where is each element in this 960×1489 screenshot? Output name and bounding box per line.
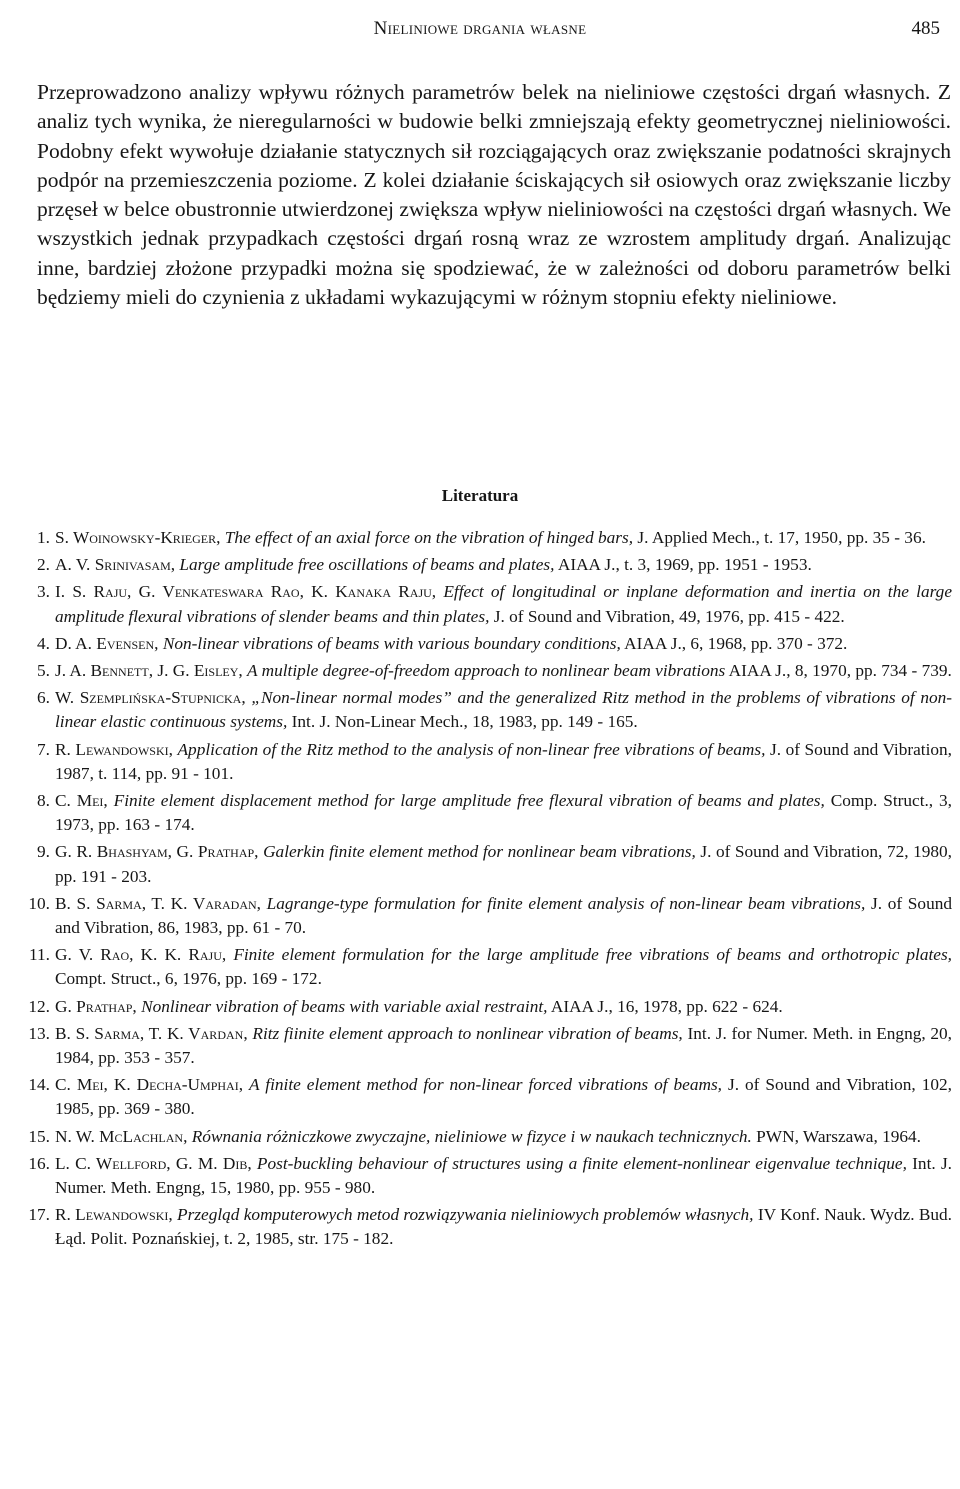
reference-number: 11.	[29, 945, 50, 965]
reference-details: Comp. Struct., 3, 1973, pp. 163 - 174.	[55, 791, 952, 835]
reference-details: Int. J. Numer. Meth. Engng, 15, 1980, pp. 955 - 980.	[55, 1153, 952, 1198]
reference-title: Non-linear vibrations of beams with various boundary conditions,	[162, 633, 621, 653]
reference-title: „Non-linear normal modes” and the generalized Ritz method in the problems of vibrations of non-linear elastic continuous systems,	[55, 688, 952, 732]
reference-details: AIAA J., 8, 1970, pp. 734 - 739.	[728, 661, 952, 681]
reference-details: J. of Sound and Vibration, 102, 1985, pp. 369 - 380.	[55, 1075, 952, 1119]
reference-authors: L. C. Wellford, G. M. Dib,	[55, 1153, 252, 1173]
body-text	[37, 78, 951, 312]
reference-details: AIAA J., t. 3, 1969, pp. 1951 - 1953.	[557, 555, 812, 575]
reference-authors: G. Prathap,	[55, 996, 137, 1016]
reference-item	[22, 892, 952, 940]
reference-details: J. of Sound and Vibration, 1987, t. 114, pp. 91 - 101.	[55, 739, 952, 783]
reference-item	[22, 943, 952, 991]
reference-title: Nonlinear vibration of beams with variable axial restraint,	[141, 996, 548, 1016]
reference-item	[22, 789, 952, 837]
reference-title: Post-buckling behaviour of structures using a finite element-nonlinear eigenvalue technique,	[256, 1153, 907, 1173]
reference-title: The effect of an axial force on the vibration of hinged bars,	[224, 528, 634, 547]
reference-authors: C. Mei, K. Decha-Umphai,	[55, 1075, 244, 1095]
reference-details: J. of Sound and Vibration, 86, 1983, pp. 61 - 70.	[55, 893, 952, 938]
reference-details: J. of Sound and Vibration, 49, 1976, pp. 415 - 422.	[493, 606, 845, 626]
reference-item	[22, 1152, 952, 1200]
reference-number: 12.	[28, 996, 50, 1016]
reference-title: Ritz fiinite element approach to nonlinear vibration of beams,	[252, 1023, 683, 1043]
reference-authors: D. A. Evensen,	[55, 633, 159, 653]
reference-item	[22, 526, 952, 550]
reference-authors: G. V. Rao, K. K. Raju,	[55, 945, 227, 965]
reference-item	[22, 1203, 952, 1251]
reference-title: Large amplitude free oscillations of beams and plates,	[179, 555, 555, 575]
reference-authors: C. Mei,	[55, 791, 108, 811]
reference-authors: S. Woinowsky-Krieger,	[55, 528, 221, 547]
reference-number: 17.	[28, 1205, 50, 1225]
reference-authors: N. W. McLachlan,	[55, 1126, 188, 1146]
page-header	[0, 18, 960, 48]
reference-number: 7.	[37, 739, 50, 759]
reference-number: 16.	[28, 1153, 50, 1173]
reference-authors: A. V. Srinivasam,	[55, 555, 176, 575]
reference-number: 4.	[37, 633, 50, 653]
running-title: Nieliniowe drgania własne	[373, 18, 587, 39]
reference-details: Int. J. Non-Linear Mech., 18, 1983, pp. 149 - 165.	[291, 712, 638, 732]
reference-title: Application of the Ritz method to the analysis of non-linear free vibrations of beams,	[177, 739, 766, 759]
reference-item	[22, 1125, 952, 1149]
reference-details: PWN, Warszawa, 1964.	[756, 1126, 921, 1146]
reference-details: Int. J. for Numer. Meth. in Engng, 20, 1984, pp. 353 - 357.	[55, 1023, 953, 1068]
reference-item	[22, 580, 952, 628]
reference-details: AIAA J., 6, 1968, pp. 370 - 372.	[624, 633, 848, 653]
reference-authors: I. S. Raju, G. Venkateswara Rao, K. Kanaka Raju,	[55, 582, 437, 602]
reference-details: J. of Sound and Vibration, 72, 1980, pp. 191 - 203.	[55, 842, 952, 886]
reference-number: 9.	[37, 842, 50, 862]
reference-authors: J. A. Bennett, J. G. Eisley,	[55, 661, 243, 681]
reference-item	[22, 553, 952, 577]
reference-number: 14.	[28, 1075, 50, 1095]
section-title: Literatura	[441, 486, 519, 505]
reference-title: Galerkin finite element method for nonlinear beam vibrations,	[263, 842, 696, 862]
reference-authors: W. Szemplińska-Stupnicka,	[55, 688, 246, 708]
reference-details: AIAA J., 16, 1978, pp. 622 - 624.	[550, 996, 783, 1016]
reference-title: Finite element formulation for the large amplitude free vibrations of beams and orthotropic plates,	[233, 945, 952, 965]
reference-item	[22, 1022, 952, 1070]
reference-item	[22, 632, 952, 656]
reference-title: Równania różniczkowe zwyczajne, nieliniowe w fizyce i w naukach technicznych.	[191, 1126, 752, 1146]
reference-title: A multiple degree-of-freedom approach to nonlinear beam vibrations	[247, 661, 726, 681]
reference-number: 5.	[37, 661, 50, 681]
reference-item	[22, 1073, 952, 1121]
reference-number: 2.	[37, 555, 50, 575]
reference-authors: G. R. Bhashyam, G. Prathap,	[55, 842, 259, 862]
reference-number: 8.	[37, 791, 50, 811]
reference-item	[22, 840, 952, 888]
reference-details: IV Konf. Nauk. Wydz. Bud. Łąd. Polit. Poznańskiej, t. 2, 1985, str. 175 - 182.	[55, 1205, 952, 1249]
reference-details: J. Applied Mech., t. 17, 1950, pp. 35 - 36.	[637, 528, 926, 547]
reference-number: 6.	[37, 688, 50, 708]
reference-title: Effect of longitudinal or inplane deformation and inertia on the large amplitude flexural vibrations of slender beams and thin plates,	[55, 582, 952, 626]
reference-item	[22, 995, 952, 1019]
reference-number: 13.	[28, 1023, 50, 1043]
reference-authors: R. Lewandowski,	[55, 739, 173, 759]
reference-number: 10.	[28, 893, 50, 913]
page-number: 485	[911, 18, 940, 39]
reference-authors: B. S. Sarma, T. K. Vardan,	[55, 1023, 248, 1043]
reference-title: Przegląd komputerowych metod rozwiązywania nieliniowych problemów własnych,	[177, 1205, 754, 1225]
reference-title: Finite element displacement method for large amplitude free flexural vibration of beams and plates,	[113, 791, 825, 811]
reference-list	[22, 526, 952, 1255]
reference-title: A finite element method for non-linear forced vibrations of beams,	[249, 1075, 722, 1095]
reference-item	[22, 686, 952, 734]
reference-number: 3.	[37, 582, 50, 602]
reference-details: Compt. Struct., 6, 1976, pp. 169 - 172.	[55, 969, 322, 989]
reference-item	[22, 659, 952, 683]
body-paragraph: Przeprowadzono analizy wpływu różnych parametrów belek na nieliniowe częstości drgań własnych. Z analiz tych wynika, że nieregularności w budowie belki zmniejszają efekty geometrycznej nieliniowości. Podobny efekt wywołuje działanie statycznych sił rozciągających oraz zwiększanie podatności skrajnych podpór na przemieszczenia poziome. Z kolei działanie ściskających sił osiowych oraz zwiększanie liczby przęseł w belce obustronnie utwierdzonej zwiększa wpływ nieliniowości na częstości drgań własnych. We wszystkich jednak przypadkach częstości drgań rosną wraz ze wzrostem amplitudy drgań. Analizując inne, bardziej złożone przypadki można się spodziewać, że w zależności od doboru parametrów belki będziemy mieli do czynienia z układami wykazującymi w różnym stopniu efekty nieliniowe.	[37, 80, 951, 310]
reference-number: 1.	[37, 528, 50, 547]
reference-title: Lagrange-type formulation for finite element analysis of non-linear beam vibrations,	[266, 893, 866, 913]
reference-item	[22, 738, 952, 786]
reference-authors: R. Lewandowski,	[55, 1205, 173, 1225]
reference-number: 15.	[28, 1126, 50, 1146]
reference-authors: B. S. Sarma, T. K. Varadan,	[55, 893, 261, 913]
